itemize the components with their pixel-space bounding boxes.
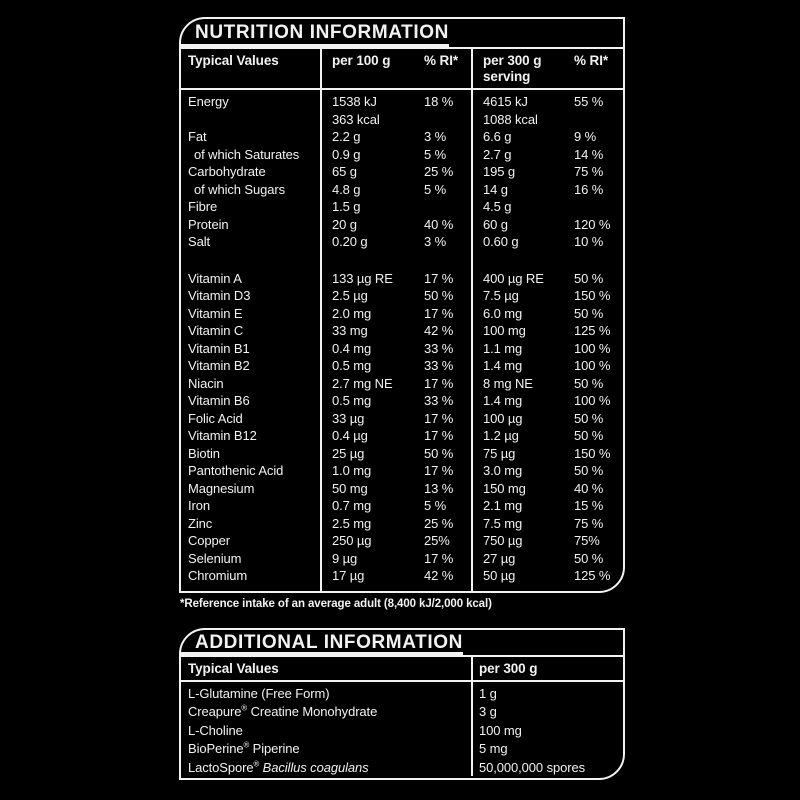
nutrition-title: NUTRITION INFORMATION [195, 22, 449, 43]
per-300g-cell [471, 198, 623, 216]
nutrient-name: Salt [188, 234, 211, 249]
value-per-300g: 14 g [483, 181, 508, 197]
ri-per-100g: 25 % [424, 515, 454, 531]
nutrition-title-bar [181, 19, 623, 49]
value-per-100g: 33 mg [332, 323, 368, 338]
per-300g-cell [471, 410, 623, 428]
ri-per-300g: 50 % [574, 305, 604, 321]
ri-per-100g: 5 % [424, 146, 447, 162]
nutrient-name [181, 111, 320, 129]
ri-per-300g: 16 % [574, 181, 604, 197]
ri-per-100g: 17 % [424, 463, 454, 478]
value-per-100g: 33 µg [332, 410, 365, 426]
additional-table [181, 657, 623, 776]
nutrient-name: Vitamin A [188, 270, 242, 286]
per-100g-cell [320, 305, 471, 323]
col-header-per-100g-group [320, 53, 471, 88]
ingredient-value: 50,000,000 spores [479, 759, 585, 775]
additional-table-body [181, 682, 623, 777]
col-header-typical-values: Typical Values [188, 53, 279, 68]
ri-per-300g: 50 % [574, 375, 604, 391]
col-header-per-300g: per 300 g [479, 660, 538, 676]
per-100g-cell [320, 515, 471, 533]
ri-per-100g: 17 % [424, 428, 454, 443]
ri-per-300g: 50 % [574, 428, 604, 443]
table-row [181, 759, 623, 777]
per-300g-cell [471, 146, 623, 164]
value-per-100g: 0.9 g [332, 146, 361, 162]
nutrient-name: Vitamin B1 [188, 340, 250, 356]
table-row [181, 233, 623, 251]
per-100g-cell [320, 445, 471, 463]
table-row [181, 532, 623, 550]
value-per-100g: 0.20 g [332, 234, 368, 249]
col-header-ri-300g: % RI* [574, 53, 609, 68]
ri-per-100g [424, 198, 471, 216]
ingredient-name: L-Choline [188, 722, 243, 738]
value-per-300g: 0.60 g [483, 234, 519, 249]
per-300g-cell [471, 287, 623, 305]
ri-per-100g: 17 % [424, 305, 454, 321]
ri-per-300g: 40 % [574, 480, 604, 496]
value-per-300g: 4615 kJ [483, 94, 528, 109]
nutrient-name: Vitamin B12 [188, 428, 257, 443]
ri-per-100g: 25% [424, 533, 450, 548]
value-per-300g: 2.1 mg [483, 498, 523, 513]
value-per-300g: 1.4 mg [483, 358, 523, 373]
ri-per-100g: 17 % [424, 270, 454, 286]
nutrient-name: Carbohydrate [188, 164, 266, 179]
per-300g-cell [471, 515, 623, 533]
value-per-300g: 1.4 mg [483, 393, 523, 408]
additional-panel [179, 628, 625, 780]
table-row [181, 163, 623, 181]
value-per-300g: 6.0 mg [483, 305, 523, 321]
per-300g-cell [471, 322, 623, 340]
value-per-100g: 2.0 mg [332, 305, 372, 321]
ri-per-100g: 5 % [424, 498, 447, 513]
nutrient-name: Vitamin B6 [188, 393, 250, 408]
ri-per-300g [574, 198, 623, 216]
value-per-300g: 4.5 g [483, 199, 512, 214]
ri-per-100g: 3 % [424, 129, 447, 144]
value-per-300g: 2.7 g [483, 146, 512, 162]
value-per-300g: 195 g [483, 164, 516, 179]
value-per-300g: 100 µg [483, 410, 523, 426]
per-300g-cell [471, 216, 623, 234]
table-spacer-row [181, 251, 623, 270]
per-100g-cell [320, 480, 471, 498]
ri-per-300g: 100 % [574, 358, 611, 373]
ri-per-300g: 100 % [574, 393, 611, 408]
value-per-100g: 0.4 mg [332, 340, 372, 356]
table-row [181, 410, 623, 428]
ri-per-300g: 75 % [574, 515, 604, 531]
ri-per-100g: 13 % [424, 480, 454, 496]
value-per-100g: 2.5 mg [332, 515, 372, 531]
per-100g-cell [320, 357, 471, 375]
value-per-100g: 4.8 g [332, 181, 361, 197]
per-100g-cell [320, 181, 471, 199]
per-100g-cell [320, 287, 471, 305]
value-per-100g: 25 µg [332, 445, 365, 461]
table-row [181, 216, 623, 234]
table-row [181, 685, 623, 703]
nutrient-name: Fibre [188, 199, 218, 214]
ri-per-100g: 17 % [424, 550, 454, 566]
ri-per-100g [424, 111, 471, 129]
col-header-per-100g: per 100 g [332, 53, 391, 68]
nutrient-name: Copper [188, 533, 231, 548]
value-per-100g: 0.7 mg [332, 498, 372, 513]
nutrient-name: Zinc [188, 515, 213, 531]
table-row [181, 427, 623, 445]
ingredient-value: 5 mg [479, 741, 508, 757]
per-300g-cell [471, 357, 623, 375]
value-per-300g: 1.1 mg [483, 340, 523, 356]
table-row [181, 287, 623, 305]
table-row [181, 198, 623, 216]
nutrient-name: Magnesium [188, 480, 255, 496]
nutrient-name: of which Saturates [194, 146, 300, 162]
per-300g-cell [471, 567, 623, 585]
column-divider [471, 657, 473, 776]
per-100g-cell [320, 233, 471, 251]
table-row [181, 111, 623, 129]
ri-per-300g: 10 % [574, 234, 604, 249]
value-per-300g: 8 mg NE [483, 375, 533, 391]
ri-per-100g: 25 % [424, 164, 454, 179]
table-row [181, 462, 623, 480]
value-per-100g: 133 µg RE [332, 270, 393, 286]
value-per-100g: 0.4 µg [332, 428, 368, 443]
ingredient-name: L-Glutamine (Free Form) [188, 686, 330, 701]
per-100g-cell [320, 322, 471, 340]
ingredient-value: 1 g [479, 686, 497, 701]
additional-header-row [181, 657, 623, 682]
per-300g-cell [471, 445, 623, 463]
per-300g-cell [471, 128, 623, 146]
ri-per-300g: 14 % [574, 146, 604, 162]
table-row [181, 322, 623, 340]
ri-per-300g: 125 % [574, 568, 611, 583]
table-row [181, 270, 623, 288]
per-300g-cell [471, 270, 623, 288]
ingredient-value: 100 mg [479, 722, 522, 738]
per-100g-cell [320, 111, 471, 129]
value-per-300g: 7.5 mg [483, 515, 523, 531]
ri-per-300g: 55 % [574, 94, 604, 109]
per-100g-cell [320, 567, 471, 585]
per-100g-cell [320, 532, 471, 550]
value-per-300g: 150 mg [483, 480, 526, 496]
ri-per-300g: 75% [574, 533, 600, 548]
table-row [181, 181, 623, 199]
per-300g-cell [471, 480, 623, 498]
table-row [181, 550, 623, 568]
per-300g-cell [471, 233, 623, 251]
table-row [181, 392, 623, 410]
nutrient-name: Protein [188, 216, 229, 232]
value-per-100g: 2.7 mg NE [332, 375, 393, 391]
per-300g-cell [471, 392, 623, 410]
nutrient-name: Vitamin E [188, 305, 243, 321]
per-300g-cell [471, 305, 623, 323]
value-per-300g: 1.2 µg [483, 428, 519, 443]
table-row [181, 515, 623, 533]
value-per-100g: 0.5 mg [332, 358, 372, 373]
table-row [181, 357, 623, 375]
per-100g-cell [320, 270, 471, 288]
value-per-100g: 1.0 mg [332, 463, 372, 478]
value-per-100g: 17 µg [332, 568, 365, 583]
value-per-300g: 50 µg [483, 568, 516, 583]
table-row [181, 480, 623, 498]
ri-per-100g: 42 % [424, 323, 454, 338]
column-divider [471, 49, 473, 591]
per-300g-cell [471, 532, 623, 550]
ri-per-100g: 5 % [424, 181, 447, 197]
per-100g-cell [320, 375, 471, 393]
table-row [181, 93, 623, 111]
nutrient-name: Biotin [188, 445, 220, 461]
nutrition-header-row [181, 49, 623, 90]
per-100g-cell [320, 163, 471, 181]
ri-per-300g: 120 % [574, 216, 611, 232]
value-per-100g: 363 kcal [332, 111, 380, 127]
ri-per-300g: 9 % [574, 129, 597, 144]
per-300g-cell [471, 550, 623, 568]
ri-per-100g: 18 % [424, 94, 454, 109]
nutrient-name: Pantothenic Acid [188, 463, 284, 478]
additional-title-bar [181, 630, 623, 657]
table-row [181, 128, 623, 146]
ri-per-100g: 33 % [424, 340, 454, 356]
per-300g-cell [471, 181, 623, 199]
per-300g-cell [471, 93, 623, 111]
nutrient-name: Energy [188, 94, 229, 109]
nutrient-name: Vitamin C [188, 323, 244, 338]
table-row [181, 722, 623, 740]
value-per-100g: 9 µg [332, 550, 358, 566]
table-row [181, 340, 623, 358]
value-per-100g: 20 g [332, 216, 357, 232]
table-row [181, 703, 623, 721]
nutrient-name: of which Sugars [194, 181, 285, 197]
ri-per-300g: 50 % [574, 270, 604, 286]
column-divider [320, 49, 322, 591]
ri-per-100g: 50 % [424, 445, 454, 461]
per-100g-cell [320, 198, 471, 216]
per-100g-cell [320, 462, 471, 480]
value-per-100g: 1.5 g [332, 199, 361, 214]
value-per-100g: 2.2 g [332, 129, 361, 144]
ri-per-300g: 50 % [574, 410, 604, 426]
table-row [181, 567, 623, 585]
reference-intake-footnote: *Reference intake of an average adult (8,400 kJ/2,000 kcal) [180, 598, 492, 610]
value-per-300g: 6.6 g [483, 129, 512, 144]
nutrient-name: Vitamin B2 [188, 358, 250, 373]
value-per-300g: 75 µg [483, 445, 516, 461]
per-100g-cell [320, 497, 471, 515]
table-row [181, 305, 623, 323]
ingredient-name: LactoSpore® Bacillus coagulans [188, 759, 369, 775]
table-row [181, 375, 623, 393]
per-300g-cell [471, 163, 623, 181]
per-100g-cell [320, 146, 471, 164]
ingredient-value: 3 g [479, 704, 497, 720]
value-per-300g: 750 µg [483, 533, 523, 548]
per-300g-cell [471, 427, 623, 445]
value-per-100g: 2.5 µg [332, 288, 368, 303]
value-per-300g: 3.0 mg [483, 463, 523, 478]
per-300g-cell [471, 462, 623, 480]
ri-per-300g [574, 111, 623, 129]
ri-per-100g: 3 % [424, 234, 447, 249]
col-header-per-300g-group [471, 53, 623, 88]
col-header-per-300g: per 300 g serving [483, 53, 542, 84]
nutrient-name: Fat [188, 129, 207, 144]
value-per-100g: 1538 kJ [332, 94, 377, 109]
ingredient-name: BioPerine® Piperine [188, 740, 300, 757]
per-300g-cell [471, 497, 623, 515]
value-per-100g: 0.5 mg [332, 393, 372, 408]
per-100g-cell [320, 93, 471, 111]
ri-per-100g: 33 % [424, 358, 454, 373]
ri-per-100g: 33 % [424, 393, 454, 408]
value-per-300g: 100 mg [483, 323, 526, 338]
ri-per-300g: 125 % [574, 323, 611, 338]
nutrient-name: Niacin [188, 375, 224, 391]
per-100g-cell [320, 128, 471, 146]
per-100g-cell [320, 392, 471, 410]
nutrient-name: Vitamin D3 [188, 288, 251, 303]
per-100g-cell [320, 427, 471, 445]
ri-per-300g: 100 % [574, 340, 611, 356]
additional-title: ADDITIONAL INFORMATION [195, 631, 463, 653]
ri-per-300g: 50 % [574, 463, 604, 478]
nutrient-name: Selenium [188, 550, 242, 566]
table-row [181, 740, 623, 758]
value-per-100g: 50 mg [332, 480, 368, 496]
ri-per-300g: 15 % [574, 498, 604, 513]
per-100g-cell [320, 216, 471, 234]
ri-per-300g: 150 % [574, 445, 611, 461]
value-per-300g: 60 g [483, 216, 508, 232]
ri-per-100g: 50 % [424, 288, 454, 303]
ri-per-300g: 75 % [574, 164, 604, 179]
value-per-100g: 65 g [332, 164, 357, 179]
per-300g-cell [471, 111, 623, 129]
per-100g-cell [320, 340, 471, 358]
value-per-300g: 7.5 µg [483, 288, 519, 303]
nutrition-panel [179, 17, 625, 593]
ri-per-100g: 40 % [424, 216, 454, 232]
ri-per-300g: 150 % [574, 288, 611, 303]
table-row [181, 497, 623, 515]
value-per-300g: 27 µg [483, 550, 516, 566]
col-header-typical-values: Typical Values [188, 660, 279, 676]
col-header-ri-100g: % RI* [424, 53, 459, 68]
nutrition-table-body [181, 90, 623, 585]
value-per-100g: 250 µg [332, 533, 372, 548]
nutrient-name: Folic Acid [188, 410, 243, 426]
per-300g-cell [471, 375, 623, 393]
ri-per-100g: 17 % [424, 410, 454, 426]
value-per-300g: 400 µg RE [483, 270, 544, 286]
per-300g-cell [471, 340, 623, 358]
table-row [181, 146, 623, 164]
per-100g-cell [320, 410, 471, 428]
value-per-300g: 1088 kcal [483, 111, 538, 127]
ri-per-300g: 50 % [574, 550, 604, 566]
per-100g-cell [320, 550, 471, 568]
ri-per-100g: 42 % [424, 568, 454, 583]
nutrient-name: Chromium [188, 568, 248, 583]
nutrient-name: Iron [188, 498, 211, 513]
table-row [181, 445, 623, 463]
ri-per-100g: 17 % [424, 375, 454, 391]
nutrition-table [181, 49, 623, 591]
ingredient-name: Creapure® Creatine Monohydrate [188, 704, 378, 720]
